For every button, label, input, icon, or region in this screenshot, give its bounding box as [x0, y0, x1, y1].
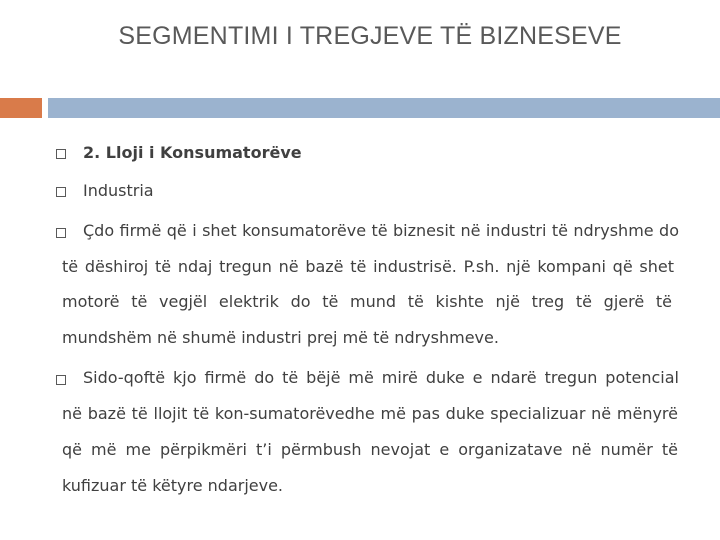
- accent-bar: [0, 98, 42, 118]
- square-bullet-icon: [56, 187, 66, 197]
- bullet-3-line-2: të dëshiroj të ndaj tregun në bazë të industrisë. P.sh. një kompani që shet: [62, 257, 674, 276]
- bullet-4-line-2: në bazë të llojit të kon-sumatorëvedhe më pas duke specializuar në mënyrë: [62, 404, 678, 423]
- bullet-2-text: Industria: [83, 181, 154, 200]
- square-bullet-icon: [56, 375, 66, 385]
- bullet-4-line-1: Sido-qoftë kjo firmë do të bëjë më mirë duke e ndarë tregun potencial: [83, 368, 679, 387]
- square-bullet-icon: [56, 149, 66, 159]
- bullet-4-line-3: që më me përpikmëri t’i përmbush nevojat e organizatave në numër të: [62, 440, 678, 459]
- bullet-1-heading: 2. Lloji i Konsumatorëve: [83, 143, 302, 162]
- square-bullet-icon: [56, 228, 66, 238]
- header-rule-bar: [48, 98, 720, 118]
- bullet-3-line-4: mundshëm në shumë industri prej më të ndryshmeve.: [62, 328, 499, 347]
- bullet-3-line-1: Çdo firmë që i shet konsumatorëve të biznesit në industri të ndryshme do: [83, 221, 679, 240]
- bullet-3-line-3: motorë të vegjël elektrik do të mund të kishte një treg të gjerë të: [62, 292, 672, 311]
- bullet-4-line-4: kufizuar të këtyre ndarjeve.: [62, 476, 284, 495]
- slide-title: SEGMENTIMI I TREGJEVE TË BIZNESEVE: [118, 22, 622, 50]
